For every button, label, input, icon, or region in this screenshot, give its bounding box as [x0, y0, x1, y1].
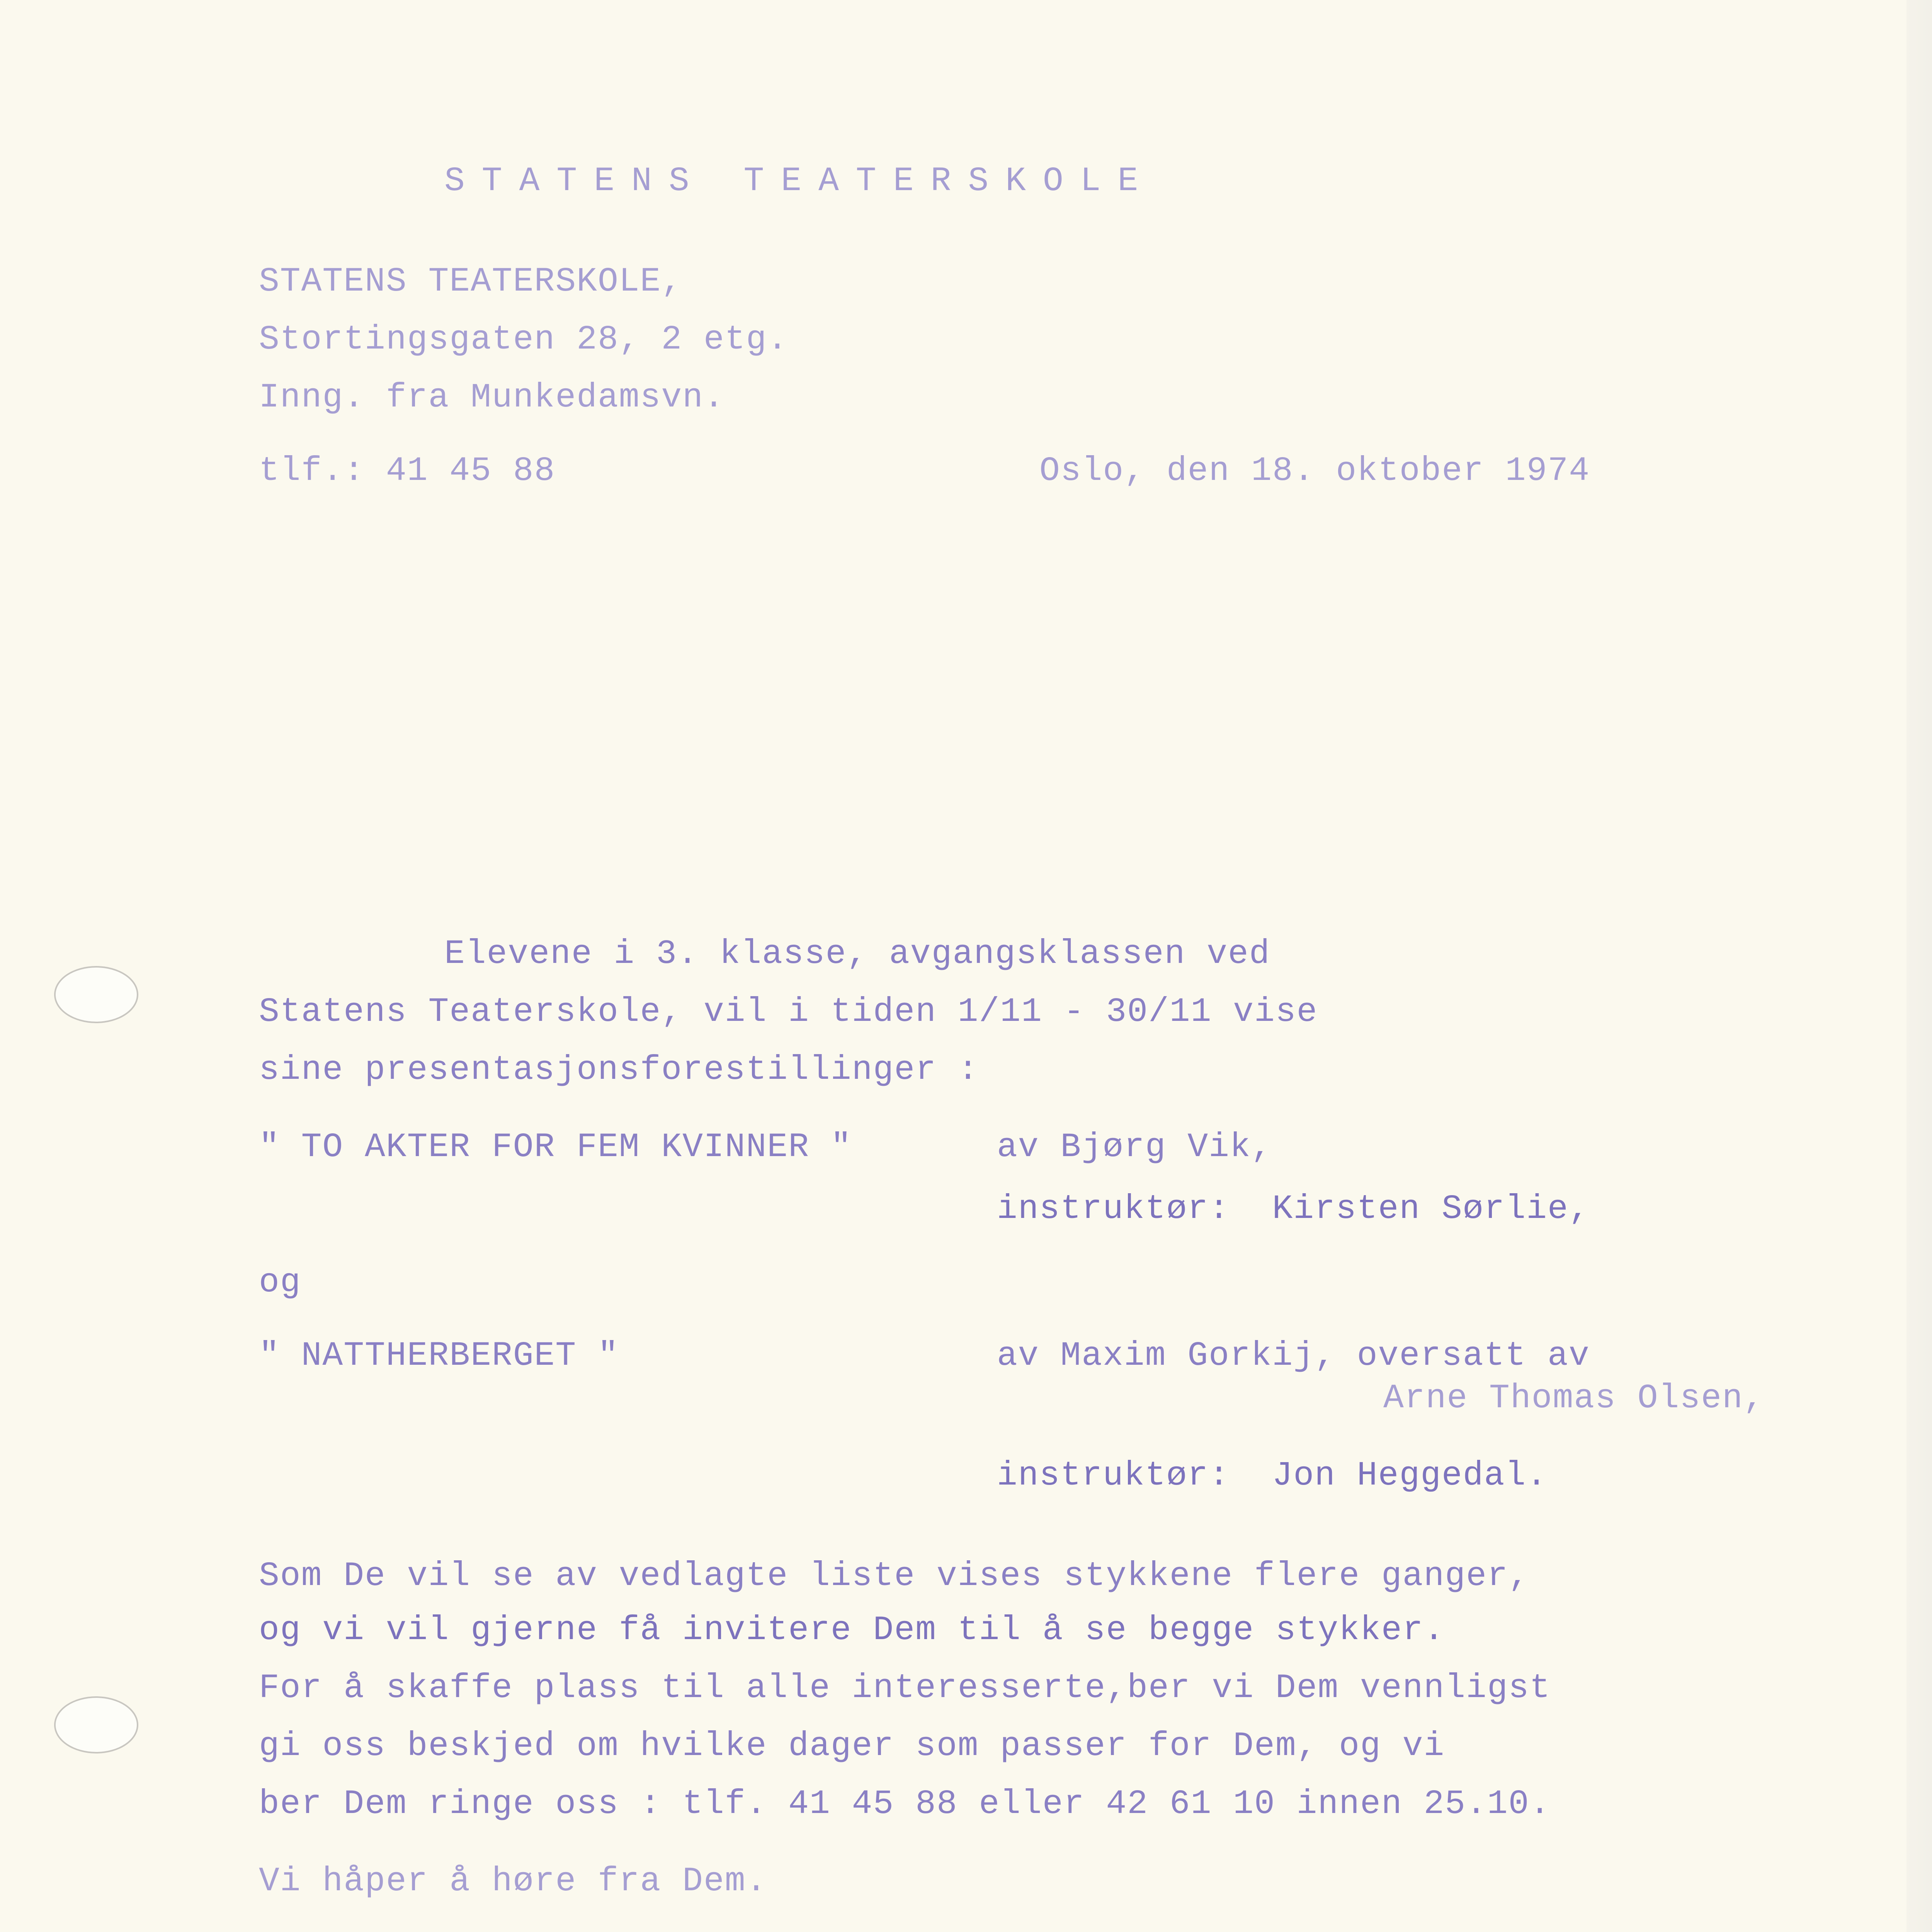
play-1-title: " TO AKTER FOR FEM KVINNER " [259, 1128, 852, 1167]
play-1-director: instruktør: Kirsten Sørlie, [997, 1190, 1590, 1228]
play-2-author: av Maxim Gorkij, oversatt av [997, 1337, 1590, 1375]
intro-line-3: sine presentasjonsforestillinger : [259, 1051, 979, 1089]
intro-line-2: Statens Teaterskole, vil i tiden 1/11 - 30/11 vise [259, 993, 1318, 1031]
closing-line: Vi håper å høre fra Dem. [259, 1862, 767, 1901]
address-name: STATENS TEATERSKOLE, [259, 263, 683, 301]
body-line-2: og vi vil gjerne få invitere Dem til å se begge stykker. [259, 1611, 1445, 1650]
address-entrance: Inng. fra Munkedamsvn. [259, 379, 725, 417]
page-edge [1906, 0, 1932, 1932]
phone-number: tlf.: 41 45 88 [259, 452, 556, 490]
play-2-director: instruktør: Jon Heggedal. [997, 1457, 1548, 1495]
punch-hole-upper [54, 966, 138, 1023]
body-line-1: Som De vil se av vedlagte liste vises stykkene flere ganger, [259, 1557, 1530, 1595]
play-2-title: " NATTHERBERGET " [259, 1337, 619, 1375]
body-line-4: gi oss beskjed om hvilke dager som passer for Dem, og vi [259, 1727, 1445, 1765]
address-street: Stortingsgaten 28, 2 etg. [259, 321, 789, 359]
conjunction-og: og [259, 1264, 301, 1302]
play-1-author: av Bjørg Vik, [997, 1128, 1272, 1167]
intro-line-1: Elevene i 3. klasse, avgangsklassen ved [444, 935, 1270, 973]
letterhead-title: STATENS TEATERSKOLE [444, 162, 1155, 201]
body-line-5: ber Dem ringe oss : tlf. 41 45 88 eller 42 61 10 innen 25.10. [259, 1785, 1551, 1823]
punch-hole-lower [54, 1696, 138, 1753]
body-line-3: For å skaffe plass til alle interesserte,ber vi Dem vennligst [259, 1669, 1551, 1708]
place-date: Oslo, den 18. oktober 1974 [1039, 452, 1590, 490]
play-2-translator: Arne Thomas Olsen, [1383, 1379, 1765, 1418]
